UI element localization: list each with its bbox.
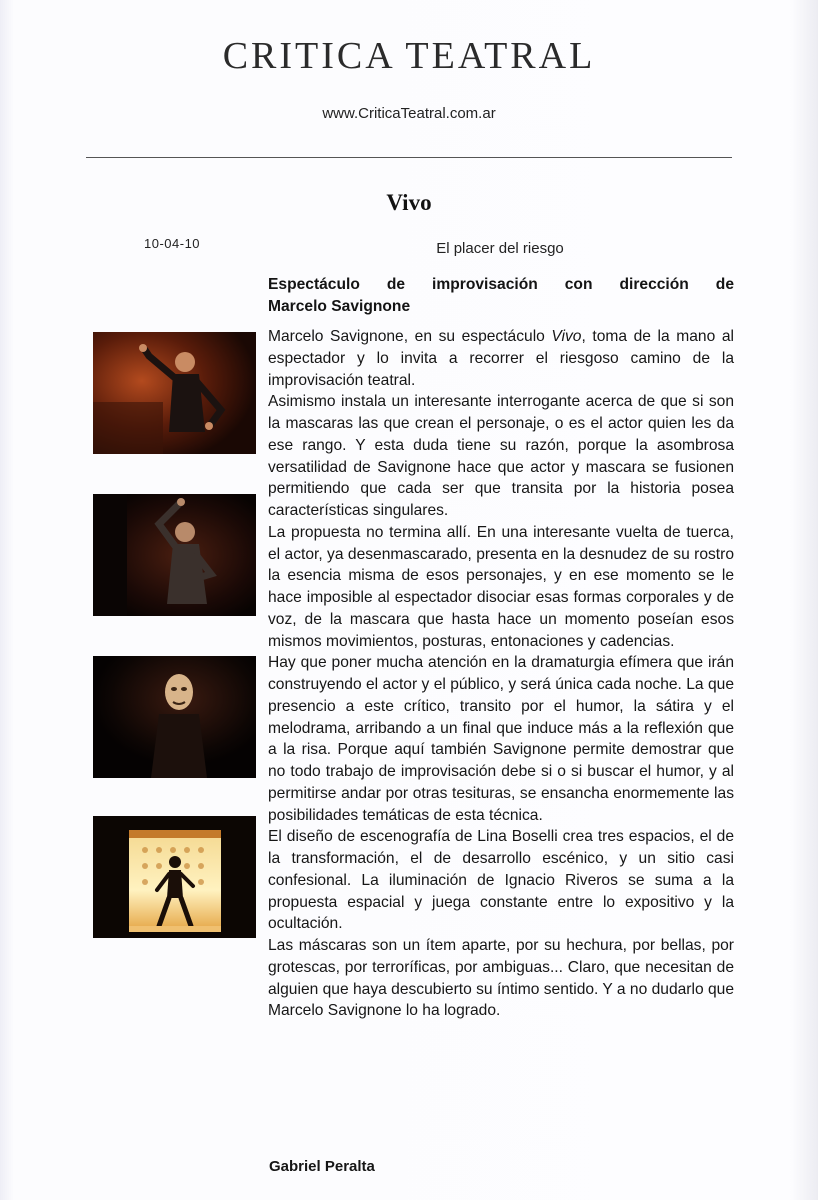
paragraph-6: Las máscaras son un ítem aparte, por su hechura, por bellas, por grotescas, por terroríficas, por ambiguas... Claro, que necesitan de alguien que haya descubierto su íntimo sentido. Y a no dudarlo que Marcelo Savignone lo ha logrado. — [268, 937, 734, 1020]
show-title-italic: Vivo — [551, 328, 582, 345]
masthead: CRITICA TEATRAL — [222, 35, 596, 77]
stage-photo-3 — [93, 656, 256, 778]
paragraph-3: La propuesta no termina allí. En una interesante vuelta de tuerca, el actor, ya desenmascarado, presenta en la desnudez de su rostro la esencia misma de esos personajes, y en ese momento se le hace imposible al espectador disociar esas formas corporales y de voz, de la mascara que hasta hace un momento poseían esos mismos movimientos, posturas, entonaciones y cadencias. — [268, 523, 734, 650]
stage-photo-4-image — [93, 816, 256, 938]
header-divider — [86, 157, 732, 158]
paragraph-1: Marcelo Savignone, en su espectáculo Vivo, toma de la mano al espectador y lo invita a recorrer el riesgoso camino de la improvisación teatral. — [268, 328, 734, 389]
paragraph-2: Asimismo instala un interesante interrogante acerca de que si son la mascaras las que crean el personaje, o es el actor quien les da ese rango. Y esta duda tiene su razón, porque la asombrosa versatilidad de Savignone hace que actor y mascara se fusionen permitiendo que cada ser que transita por la historia posea características singulares. — [268, 393, 734, 519]
article-title: Vivo — [386, 190, 432, 215]
article-date: 10-04-10 — [144, 236, 201, 251]
stage-photo-1-image — [93, 332, 256, 454]
paragraph-5: El diseño de escenografía de Lina Boselli crea tres espacios, el de la transformación, el de desarrollo escénico, y un sitio casi confesional. La iluminación de Ignacio Riveros se suma a la propuesta espacial y juega constante entre lo expositivo y la ocultación. — [268, 828, 734, 933]
stage-photo-1 — [93, 332, 256, 454]
lead-line-1: Espectáculo de improvisación con dirección de — [268, 276, 734, 293]
article-body — [268, 326, 734, 1022]
paragraph-4: Hay que poner mucha atención en la dramaturgia efímera que irán construyendo el actor y el público, y será única cada noche. La que presencio a este crítico, transito por el humor, la sátira y el melodrama, arribando a un final que induce más a la reflexión que a la risa. Porque aquí también Savignone permite demostrar que no todo trabajo de improvisación debe si o si buscar el humor, y al permitirse andar por otras tesituras, se ensancha enormemente las posibilidades temáticas de esta técnica. — [268, 654, 734, 824]
stage-photo-2-image — [93, 494, 256, 616]
stage-photo-4 — [93, 816, 256, 938]
article-lead — [268, 274, 734, 317]
article-subtitle: El placer del riesgo — [436, 240, 564, 257]
stage-photo-2 — [93, 494, 256, 616]
lead-line-2: Marcelo Savignone — [268, 297, 411, 315]
site-url: www.CriticaTeatral.com.ar — [322, 105, 496, 122]
stage-photo-3-image — [93, 656, 256, 778]
article-author: Gabriel Peralta — [269, 1158, 375, 1175]
